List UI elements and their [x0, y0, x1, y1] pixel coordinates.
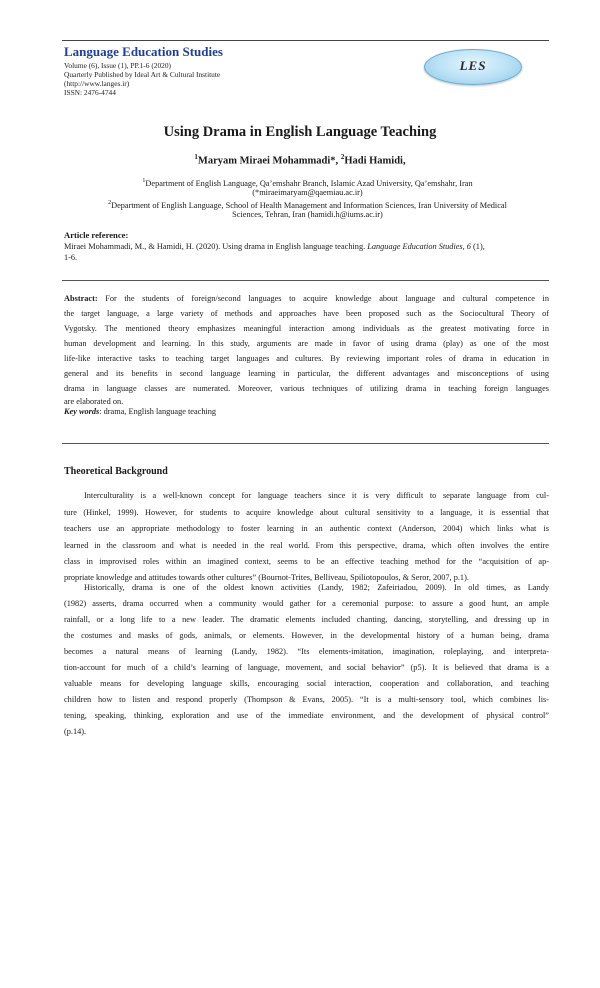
paragraph-1-line: learned in the classroom and what is needed in the real world. From this perspective, drama, which often involves the entire: [64, 541, 549, 550]
paragraph-2-line: children how to listen and respond properly (Thompson & Evans, 2005). “It is a multi-sensory tool, which combines lis-: [64, 695, 549, 704]
paragraph-2-line: (p.14).: [64, 727, 87, 736]
abstract-top-rule: [62, 280, 549, 281]
author2-name: Hadi Hamidi,: [344, 155, 406, 167]
journal-title: Language Education Studies: [64, 44, 223, 59]
abstract-text: are elaborated on.: [64, 397, 124, 406]
abstract-line: [64, 293, 549, 305]
paragraph-1-line: propriate knowledge and attitudes towards other cultures” (Bournot-Trites, Belliveau, Spiliotopoulos, & Seror, 2007, p.1).: [64, 573, 469, 582]
affiliation-text: Sciences, Tehran, Iran (hamidi.h@iums.ac.ir): [232, 210, 383, 219]
affiliation-sup: 2: [108, 200, 112, 206]
author-line: [0, 153, 600, 167]
author1-name: Maryam Miraei Mohammadi*,: [197, 155, 341, 167]
reference-issue: (1),: [470, 242, 485, 251]
abstract-text: drama in language classes are numerated. Moreover, various techniques of utilizing drama in teaching foreign languages: [64, 384, 549, 393]
abstract-text: For the students of foreign/second languages to acquire knowledge about language and cultural competence in: [97, 294, 549, 303]
reference-line-2: 1-6.: [64, 253, 78, 262]
header-rule: [62, 40, 549, 41]
abstract-line: [64, 383, 549, 395]
paragraph-2-line: Historically, drama is one of the oldest known activities (Landy, 1982; Zafeiriadou, 2009). In old times, as Landy: [84, 583, 549, 592]
abstract-text: human development and learning. In this study, arguments are made in favor of using drama (play) as one of the most: [64, 339, 549, 348]
paragraph-1-line: class in improvised roles within an imagined context, seems to be an effective teaching method for the “acquisition of ap-: [64, 557, 549, 566]
journal-logo: [424, 49, 522, 85]
abstract-bottom-rule: [62, 443, 549, 444]
paragraph-1-line: ture (Hinkel, 1999). However, for students to acquire knowledge about cultural sensitivity to a language, it is essential that: [64, 508, 549, 517]
reference-line-1: [64, 241, 485, 252]
abstract-label: Abstract:: [64, 294, 98, 303]
paper-title: Using Drama in English Language Teaching: [163, 124, 437, 140]
paragraph-2-line: tion-account for much of a child’s learning of language, movement, and social behavior” (p5). It is believed that drama is a: [64, 663, 549, 672]
paragraph-2-line: becomes a natural means of learning (Landy, 1982). “Its elements-imitation, imagination, roleplaying, and interpreta-: [64, 647, 549, 656]
affiliation-text: Department of English Language, Qa’emshahr Branch, Islamic Azad University, Qa’emshahr, Iran: [145, 178, 473, 188]
reference-journal: Language Education Studies, 6: [367, 242, 471, 251]
logo-text: LES: [459, 58, 487, 73]
affiliation-1-email: [64, 187, 551, 199]
keywords-label: Key words: [64, 407, 100, 416]
paragraph-2-line: tening, speaking, thinking, exploration and use of the immediate environment, and the development of physical control”: [64, 711, 549, 720]
abstract-line: [64, 308, 549, 320]
reference-authors: Miraei Mohammadi, M., & Hamidi, H. (2020). Using drama in English language teaching.: [64, 242, 368, 251]
abstract-text: life-like interactive tasks to teaching target languages and cultures. By reviewing important roles of drama in education in: [64, 354, 549, 363]
volume-line: Volume (6), Issue (1), PP.1-6 (2020): [64, 61, 172, 70]
website-line: (http://www.langes.ir): [64, 79, 130, 88]
paragraph-1-line: Interculturality is a well-known concept for language teachers since it is very difficult to separate language from cul-: [84, 491, 549, 500]
abstract-text: the target language, a large variety of methods and approaches have been proposed such as the Sociocultural Theory of: [64, 309, 549, 318]
author2-sup: 2: [340, 153, 345, 161]
keywords-line: [64, 406, 549, 418]
keywords-text: : drama, English language teaching: [99, 407, 217, 416]
affiliation-2-cont: [64, 209, 551, 221]
abstract-text: Vygotsky. The mentioned theory emphasizes meaningful interaction among individuals as the greatest motivating force in: [64, 324, 549, 333]
affiliation-text: Department of English Language, School of Health Management and Information Sciences, Iran University of Medical: [111, 200, 507, 210]
affiliation-text: (*miraeimaryam@qaemiau.ac.ir): [252, 188, 363, 197]
abstract-text: general and its benefits in second language learning in particular, the different advantages and misconceptions of using: [64, 369, 549, 378]
abstract-line: [64, 353, 549, 365]
paragraph-2-line: the costumes and masks of gods, animals, or elements. However, in the developmental history of a human being, drama: [64, 631, 549, 640]
publisher-line: Quarterly Published by Ideal Art & Cultural Institute: [64, 70, 221, 79]
paragraph-2-line: (1982) asserts, drama occurred when a community would gather for a ceremonial purpose: to assure a good hunt, an ample: [64, 599, 549, 608]
issn-line: ISSN: 2476-4744: [64, 88, 116, 97]
paragraph-2-line: valuable means for developing language skills, encouraging social interaction, cooperation and collaboration, and teaching: [64, 679, 549, 688]
author1-sup: 1: [194, 153, 198, 161]
section-heading: Theoretical Background: [64, 466, 168, 477]
abstract-line: [64, 338, 549, 350]
paragraph-1-line: teachers use an appropriate methodology to foster learning in an authentic context (Anderson, 2004) which links what is: [64, 524, 549, 533]
abstract-line: [64, 323, 549, 335]
reference-label: Article reference:: [64, 230, 129, 240]
paragraph-2-line: rainfall, or a long life to a new leader. The dramatic elements included chanting, dancing, storytelling, and dressing up in: [64, 615, 549, 624]
affiliation-sup: 1: [142, 178, 146, 184]
abstract-line: [64, 368, 549, 380]
